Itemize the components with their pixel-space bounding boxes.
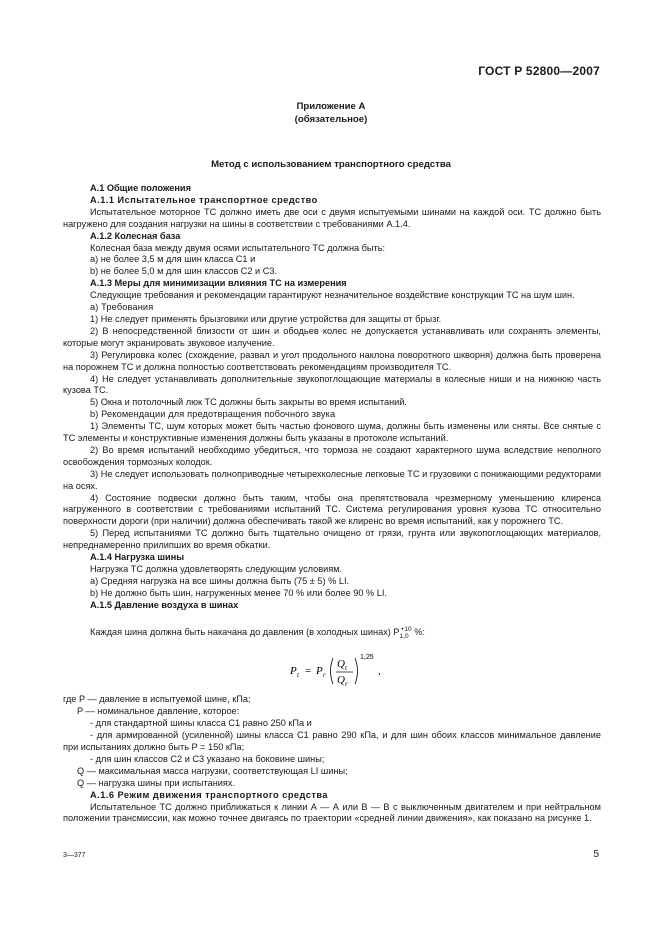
list-item: - для шин классов С2 и С3 указано на боковине шины; <box>90 753 325 764</box>
list-item: a) Средняя нагрузка на все шины должна быть (75 ± 5) % LI. <box>90 575 350 586</box>
formula-right-paren <box>355 658 358 684</box>
where-clause: где P — давление в испытуемой шине, кПа; <box>63 694 251 705</box>
paragraph: Следующие требования и рекомендации гарантируют незначительное воздействие конструкции ТС на шум шин. <box>90 290 575 301</box>
where-clause: P — номинальное давление, которое: <box>77 706 240 717</box>
list-item: 2) В непосредственной близости от шин и ободьев колес не допускается устанавливать или сохранять элементы, которые могут экранировать звуковое излучение. <box>63 325 601 348</box>
appendix-heading <box>0 100 662 126</box>
list-item: 3) Не следует использовать полноприводные четырехколесные легковые ТС и грузовики с понижающими редукторами на осях. <box>63 468 601 491</box>
list-item: b) Не должно быть шин, нагруженных менее 70 % или более 90 % LI. <box>90 587 387 598</box>
formula-numerator: Q <box>337 658 345 671</box>
formula-lhs-sub: t <box>297 671 299 680</box>
main-title: Метод с использованием транспортного средства <box>211 159 451 170</box>
section-heading: А.1.4 Нагрузка шины <box>90 552 185 563</box>
formula-rhs-sub: r <box>323 671 326 680</box>
formula-equals: = <box>305 665 312 678</box>
where-clause: Q — максимальная масса нагрузки, соответствующая LI шины; <box>77 765 348 776</box>
pressure-formula <box>63 648 601 694</box>
paragraph: Нагрузка ТС должна удовлетворять следующим условиям. <box>90 564 343 574</box>
list-item: 5) Перед испытаниями ТС должно быть тщательно очищено от грязи, грунта или звукопоглощающих материалов, непреднамеренно прилипших во время обкатки. <box>63 528 601 551</box>
list-item: 4) Не следует устанавливать дополнительные звукопоглощающие материалы в колесные ниши и на нижнюю часть кузова ТС. <box>63 373 601 396</box>
list-item: 3) Регулировка колес (схождение, развал и угол продольного наклона поворотного шкворня) должна быть проверена на порожнем ТС и должна полностью соответствовать рекомендациям производителя ТС. <box>63 349 601 372</box>
list-item: 4) Состояние подвески должно быть таким, чтобы она препятствовала чрезмерному уменьшению клиренса нагруженного в соответствии с требованиями испытаний ТС. Система регулирования уровня кузова ТС относительно поверхности дороги (при наличии) должна обеспечивать такой же клиренс во время испытаний, как у порожнего ТС. <box>63 492 601 527</box>
paragraph: Колесная база между двумя осями испытательного ТС должна быть: <box>90 242 386 253</box>
list-item: 1) Элементы ТС, шум которых может быть частью фонового шума, должны быть изменены или сняты. Все снятые с ТС элементы и конструктивные изменения должны быть указаны в протоколе испытаний. <box>63 421 601 444</box>
list-item: a) Требования <box>90 302 154 313</box>
formula-exponent: 1,25 <box>360 654 374 662</box>
list-item: b) не более 5,0 м для шин классов С2 и С3. <box>90 266 278 277</box>
formula-numerator-sub: t <box>345 664 347 673</box>
formula-left-paren <box>331 658 334 684</box>
list-item: b) Рекомендации для предотвращения побочного звука <box>90 409 336 420</box>
formula-graphic <box>288 648 398 694</box>
section-heading: А.1 Общие положения <box>90 183 191 193</box>
standard-designation: ГОСТ Р 52800—2007 <box>478 64 600 78</box>
section-heading: А.1.3 Меры для минимизации влияния ТС на измерения <box>90 278 347 289</box>
pressure-statement: Каждая шина должна быть накачана до давления (в холодных шинах) $P_{1,0}^{+10}$ %: <box>90 625 425 640</box>
appendix-status: (обязательное) <box>294 114 368 125</box>
section-heading: А.1.6 Режим движения транспортного средства <box>90 789 329 800</box>
appendix-title: Приложение А <box>296 101 366 112</box>
section-heading: А.1.2 Колесная база <box>90 230 181 241</box>
formula-comma: , <box>378 665 381 678</box>
paragraph: Испытательное моторное ТС должно иметь две оси с двумя испытуемыми шинами на каждой оси. ТС должно быть нагружено для создания нагрузки на шины в соответствии с требованиями А.1.4. <box>63 206 601 229</box>
list-item: - для армированной (усиленной) шины класса С1 равно 290 кПа, и для шин обоих классов минимальное давление при испытаниях должно быть P = 150 кПа; <box>63 730 601 753</box>
page-number: 5 <box>593 849 599 860</box>
footer-mark: 3—377 <box>63 852 86 859</box>
list-item: 5) Окна и потолочный люк ТС должны быть закрыты во время испытаний. <box>90 397 407 408</box>
document-body <box>63 183 601 825</box>
formula-lhs: P <box>290 665 297 678</box>
list-item: - для стандартной шины класса С1 равно 250 кПа и <box>90 718 312 729</box>
formula-denominator-sub: r <box>345 680 348 689</box>
formula-rhs: P <box>316 665 323 678</box>
where-clause: Q — нагрузка шины при испытаниях. <box>77 777 236 788</box>
list-item: 1) Не следует применять брызговики или другие устройства для защиты от брызг. <box>90 313 442 324</box>
list-item: a) не более 3,5 м для шин класса С1 и <box>90 254 256 265</box>
list-item: 2) Во время испытаний необходимо убедиться, что тормоза не создают характерного шума вследствие неполного освобождения тормозных колодок. <box>63 444 601 467</box>
section-heading: А.1.1 Испытательное транспортное средство <box>90 194 318 205</box>
formula-denominator: Q <box>337 674 345 687</box>
paragraph: Испытательное ТС должно приближаться к линии А — А или В — В с выключенным двигателем и при нейтральном положении трансмиссии, как можно точнее двигаясь по траектории «средней линии движения», как показано на рисунке 1. <box>63 801 601 824</box>
section-heading: А.1.5 Давление воздуха в шинах <box>90 599 239 610</box>
